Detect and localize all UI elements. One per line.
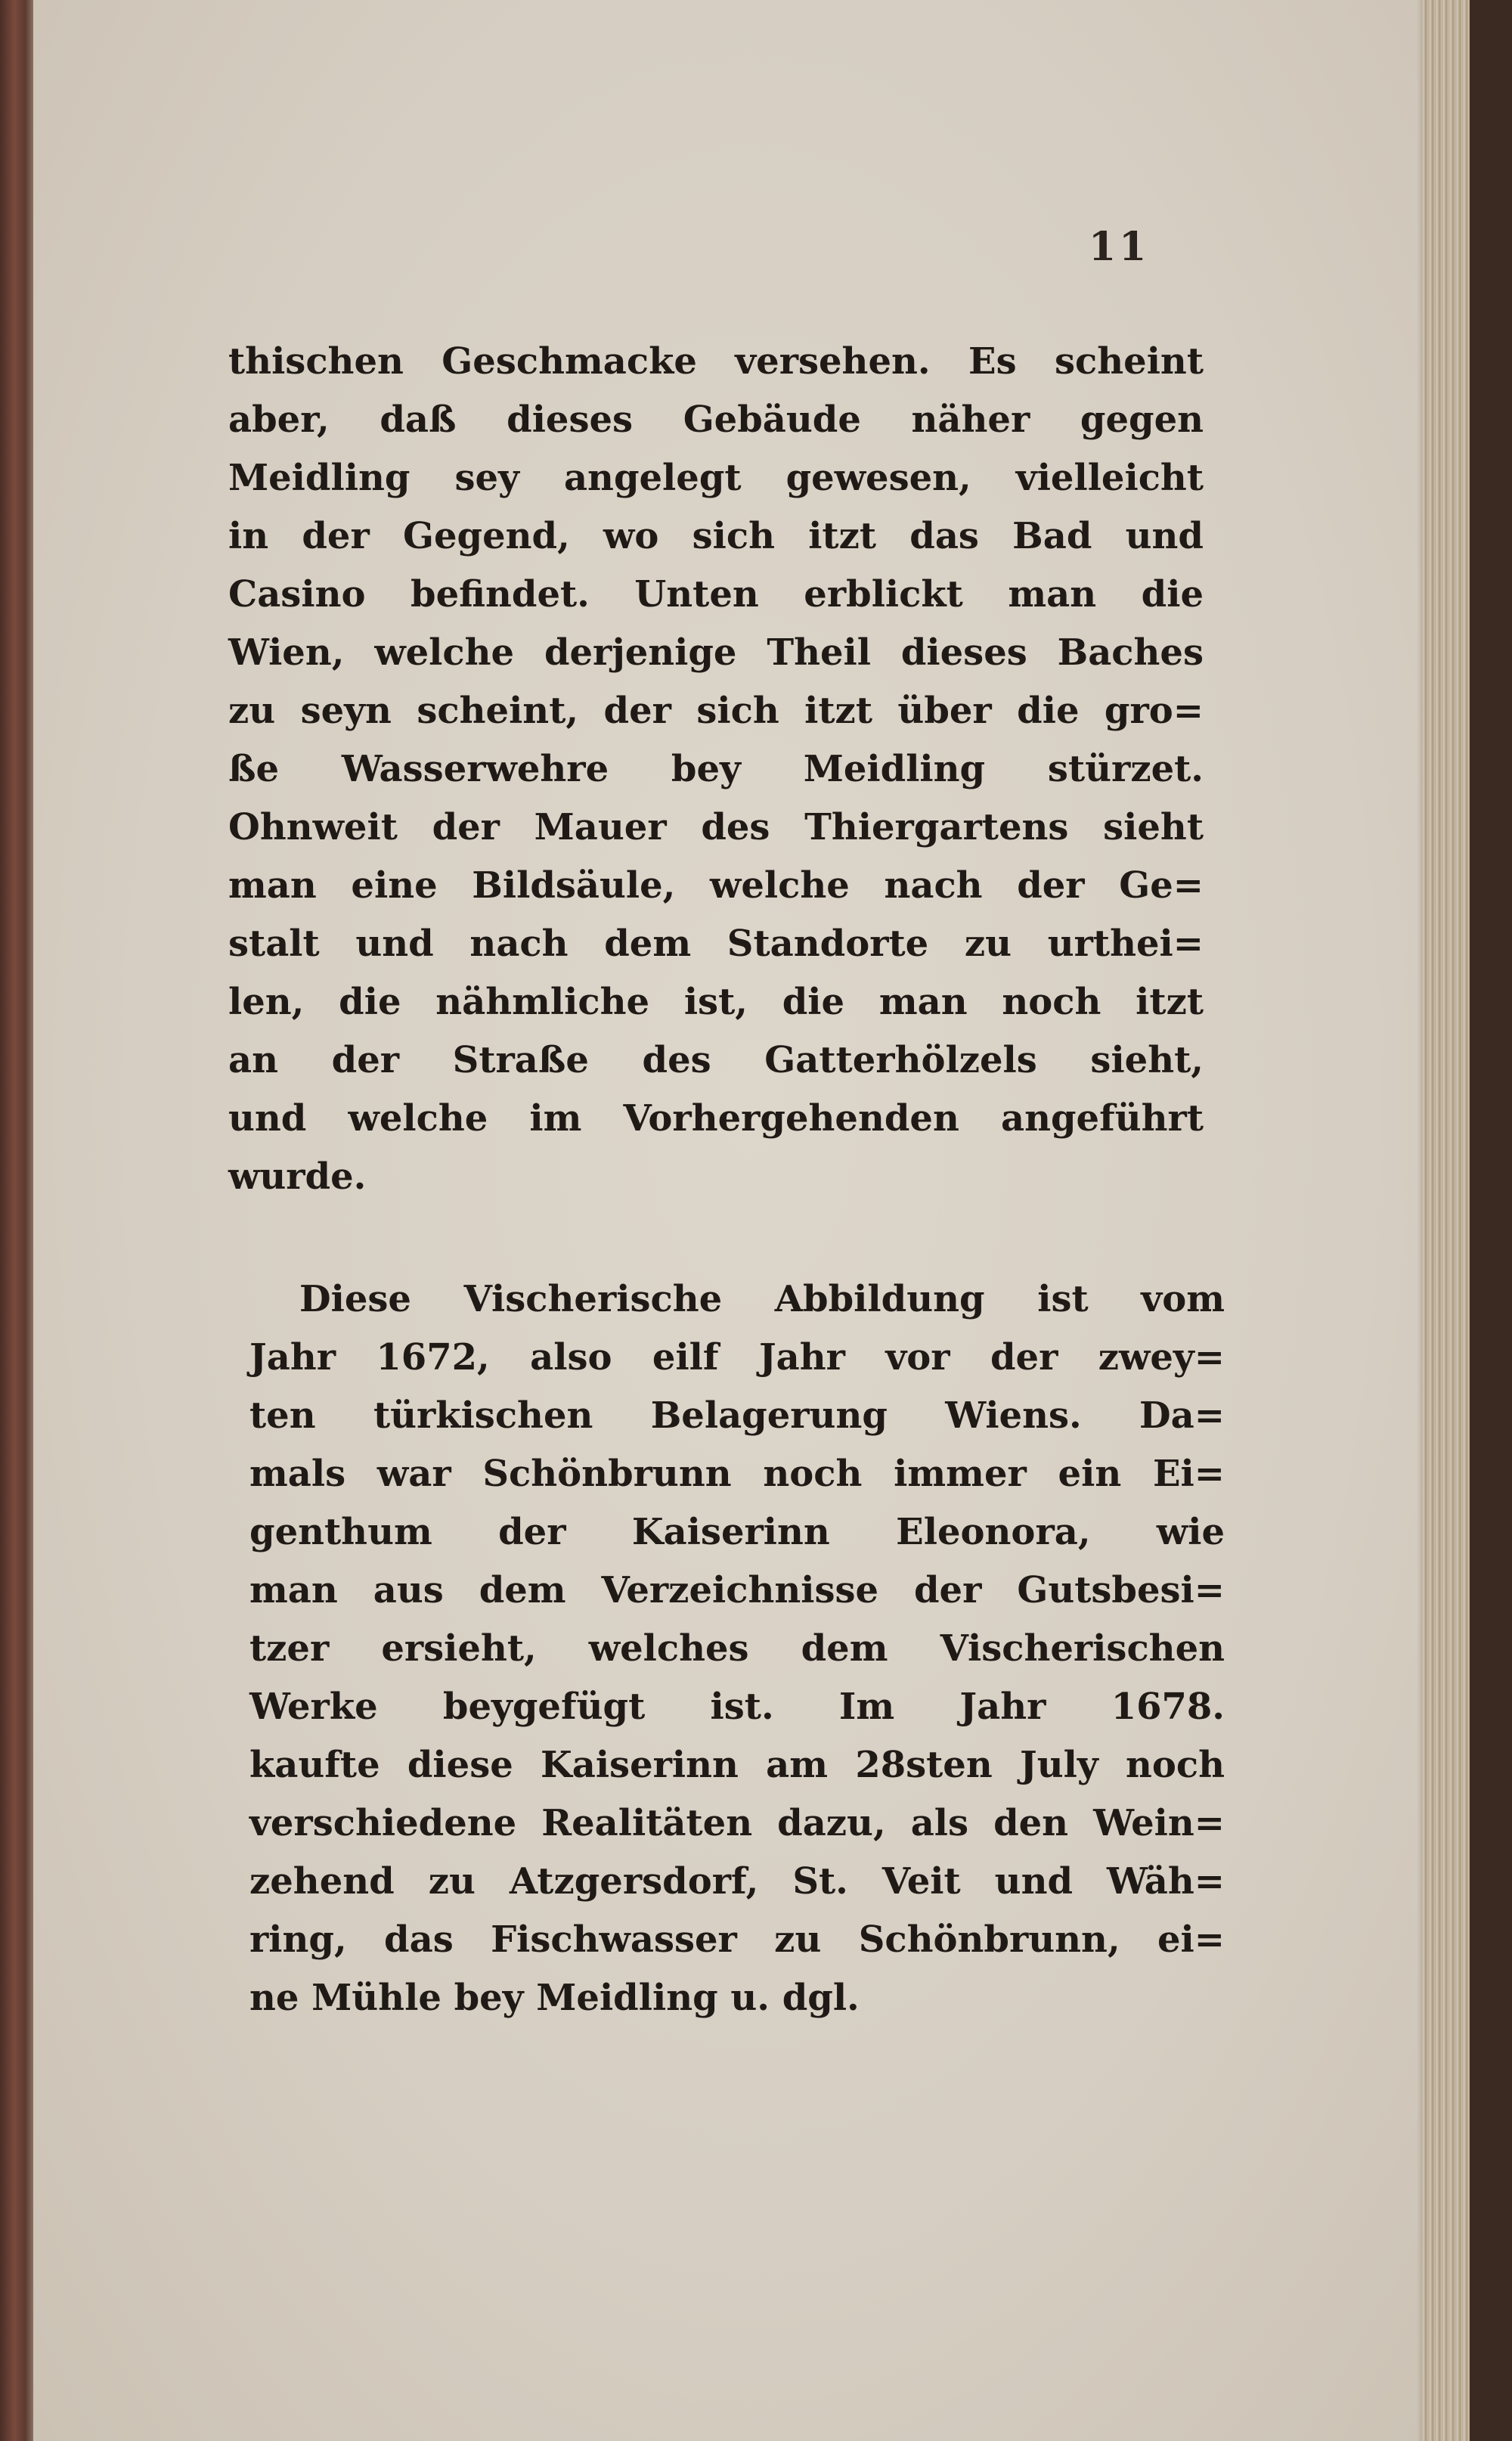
text-line: ten türkischen Belagerung Wiens. Da= — [249, 1394, 1225, 1437]
text-line: tzer ersieht, welches dem Vischerischen — [249, 1627, 1225, 1670]
text-line: ße Wasserwehre bey Meidling stürzet. — [228, 748, 1204, 790]
text-line: thischen Geschmacke versehen. Es scheint — [228, 340, 1204, 383]
text-line: genthum der Kaiserinn Eleonora, wie — [249, 1511, 1225, 1553]
text-line: man aus dem Verzeichnisse der Gutsbesi= — [249, 1569, 1225, 1611]
text-line: kaufte diese Kaiserinn am 28sten July noch — [249, 1744, 1225, 1786]
page-stack-edge — [1421, 0, 1470, 2441]
text-line: wurde. — [228, 1155, 367, 1198]
text-line: ring, das Fischwasser zu Schönbrunn, ei= — [249, 1918, 1225, 1961]
text-line: in der Gegend, wo sich itzt das Bad und — [228, 515, 1204, 557]
text-line: zu seyn scheint, der sich itzt über die gro= — [228, 690, 1204, 732]
text-line: ne Mühle bey Meidling u. dgl. — [249, 1977, 860, 2019]
book-binding — [0, 0, 36, 2441]
text-line: Wien, welche derjenige Theil dieses Baches — [228, 631, 1204, 674]
text-line: Ohnweit der Mauer des Thiergartens sieht — [228, 806, 1204, 848]
text-line: an der Straße des Gatterhölzels sieht, — [228, 1039, 1204, 1081]
text-line: Werke beygefügt ist. Im Jahr 1678. — [249, 1686, 1225, 1728]
text-line: Casino befindet. Unten erblickt man die — [228, 573, 1204, 616]
text-line: aber, daß dieses Gebäude näher gegen — [228, 399, 1204, 441]
text-line: zehend zu Atzgersdorf, St. Veit und Wäh= — [249, 1860, 1225, 1903]
paragraph-1 — [228, 333, 1204, 1206]
text-line: man eine Bildsäule, welche nach der Ge= — [228, 864, 1204, 907]
text-line: verschiedene Realitäten dazu, als den Wein= — [249, 1802, 1225, 1844]
text-line: stalt und nach dem Standorte zu urthei= — [228, 923, 1204, 965]
text-line: Jahr 1672, also eilf Jahr vor der zwey= — [249, 1336, 1225, 1379]
text-line: mals war Schönbrunn noch immer ein Ei= — [249, 1453, 1225, 1495]
page-number: 11 — [1089, 224, 1150, 270]
paragraph-2 — [249, 1270, 1225, 2027]
text-line: Diese Vischerische Abbildung ist vom — [299, 1278, 1225, 1320]
text-line: len, die nähmliche ist, die man noch itzt — [228, 981, 1204, 1023]
text-line: Meidling sey angelegt gewesen, vielleicht — [228, 457, 1204, 499]
text-line: und welche im Vorhergehenden angeführt — [228, 1097, 1204, 1140]
